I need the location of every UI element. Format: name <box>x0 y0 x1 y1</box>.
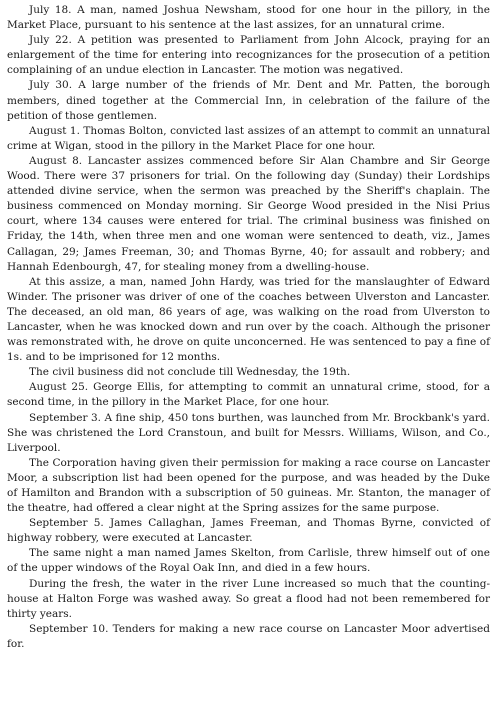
entry-civil-business: The civil business did not conclude till Wednesday, the 19th. <box>29 366 351 379</box>
entry-july-22: July 22. A petition was presented to Parliament from John Alcock, praying for an enlargement of the time for entering into recognizances for the prosecution of a petition complaining of an undue election in Lancaster. The motion was negatived. <box>7 34 490 77</box>
entry-race-course-subscription: The Corporation having given their permission for making a race course on Lancaster Moor, a subscription list had been opened for the purpose, and was headed by the Duke of Hamilton and Brandon with a subscription of 50 guineas. Mr. Stanton, the manager of the theatre, had offered a clear night at the Spring assizes for the same purpose. <box>7 456 490 515</box>
entry-july-18: July 18. A man, named Joshua Newsham, stood for one hour in the pillory, in the Market Place, pursuant to his sentence at the last assizes, for an unnatural crime. <box>7 4 490 32</box>
entry-hardy-trial: At this assize, a man, named John Hardy, was tried for the manslaughter of Edward Winder. The prisoner was driver of one of the coaches between Ulverston and Lancaster. The deceased, an old man, 86 years of age, was walking on the road from Ulverston to Lancaster, when he was knocked down and run over by the coach. Although the prisoner was remonstrated with, he drove on quite unconcerned. He was sentenced to pay a fine of 1s. and to be imprisoned for 12 months. <box>7 275 490 364</box>
entry-september-10: September 10. Tenders for making a new race course on Lancaster Moor advertised for. <box>7 622 490 650</box>
entry-august-25: August 25. George Ellis, for attempting to commit an unnatural crime, stood, for a second time, in the pillory in the Market Place, for one hour. <box>7 381 490 409</box>
entry-august-8: August 8. Lancaster assizes commenced before Sir Alan Chambre and Sir George Wood. There were 37 prisoners for trial. On the following day (Sunday) their Lordships attended divine service, when the sermon was preached by the Sheriff's chaplain. The business commenced on Monday morning. Sir George Wood presided in the Nisi Prius court, where 134 causes were entered for trial. The criminal business was finished on Friday, the 14th, when three men and one woman were sentenced to death, viz., James Callagan, 29; James Freeman, 30; and Thomas Byrne, 40; for assault and robbery; and Hannah Edenbourgh, 47, for stealing money from a dwelling-house. <box>7 154 490 273</box>
entry-september-5: September 5. James Callaghan, James Freeman, and Thomas Byrne, convicted of highway robbery, were executed at Lancaster. <box>7 517 490 545</box>
entry-flood: During the fresh, the water in the river Lune increased so much that the counting-house at Halton Forge was washed away. So great a flood had not been remembered for thirty years. <box>7 577 490 620</box>
entry-july-30: July 30. A large number of the friends of Mr. Dent and Mr. Patten, the borough members, dined together at the Commercial Inn, in celebration of the failure of the petition of those gentlemen. <box>7 79 490 122</box>
entry-september-3: September 3. A fine ship, 450 tons burthen, was launched from Mr. Brockbank's yard. She was christened the Lord Cranstoun, and built for Messrs. Williams, Wilson, and Co., Liverpool. <box>7 411 490 454</box>
entry-skelton: The same night a man named James Skelton, from Carlisle, threw himself out of one of the upper windows of the Royal Oak Inn, and died in a few hours. <box>7 547 490 575</box>
entry-august-1: August 1. Thomas Bolton, convicted last assizes of an attempt to commit an unnatural crime at Wigan, stood in the pillory in the Market Place for one hour. <box>7 124 490 152</box>
